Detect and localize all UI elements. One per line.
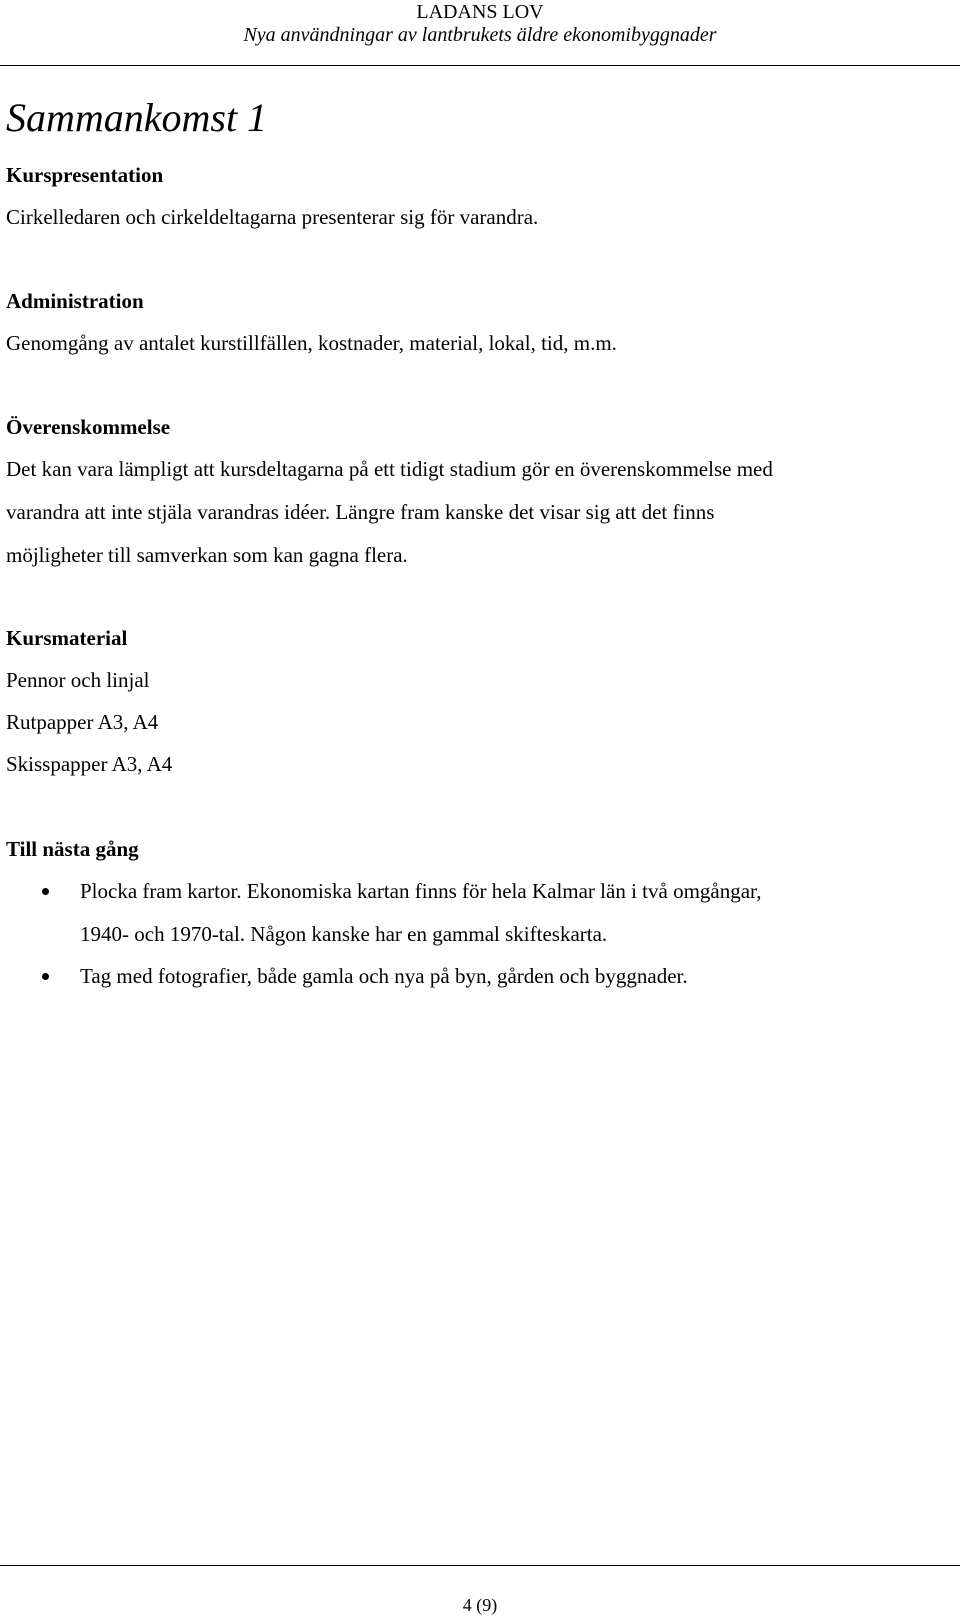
page-title: Sammankomst 1 <box>6 95 268 140</box>
section-heading-kurspresentation: Kurspresentation <box>6 163 164 187</box>
section-heading-till-nasta-gang: Till nästa gång <box>6 837 139 861</box>
bullet-icon <box>42 973 49 980</box>
material-item: Pennor och linjal <box>6 668 150 692</box>
paragraph-line: varandra att inte stjäla varandras idéer. Längre fram kanske det visar sig att det finns <box>6 500 715 524</box>
footer-divider <box>0 1565 960 1566</box>
paragraph-line: möjligheter till samverkan som kan gagna flera. <box>6 543 408 567</box>
bullet-item-line: Plocka fram kartor. Ekonomiska kartan finns för hela Kalmar län i två omgångar, <box>80 879 762 903</box>
section-heading-administration: Administration <box>6 289 144 313</box>
paragraph-line: Cirkelledaren och cirkeldeltagarna presenterar sig för varandra. <box>6 205 539 229</box>
material-item: Rutpapper A3, A4 <box>6 710 159 734</box>
section-heading-kursmaterial: Kursmaterial <box>6 626 128 650</box>
paragraph-line: Det kan vara lämpligt att kursdeltagarna på ett tidigt stadium gör en överenskommelse med <box>6 457 773 481</box>
page-header <box>0 0 960 66</box>
bullet-icon <box>42 888 49 895</box>
paragraph-line: Genomgång av antalet kurstillfällen, kostnader, material, lokal, tid, m.m. <box>6 331 617 355</box>
material-item: Skisspapper A3, A4 <box>6 752 173 776</box>
bullet-item-line: Tag med fotografier, både gamla och nya på byn, gården och byggnader. <box>80 964 688 988</box>
header-subtitle: Nya användningar av lantbrukets äldre ekonomibyggnader <box>243 24 717 46</box>
page-number: 4 (9) <box>462 1595 498 1615</box>
section-heading-overenskommelse: Överenskommelse <box>6 415 171 439</box>
bullet-item-line: 1940- och 1970-tal. Någon kanske har en gammal skifteskarta. <box>80 922 608 946</box>
header-title: LADANS LOV <box>416 1 544 23</box>
